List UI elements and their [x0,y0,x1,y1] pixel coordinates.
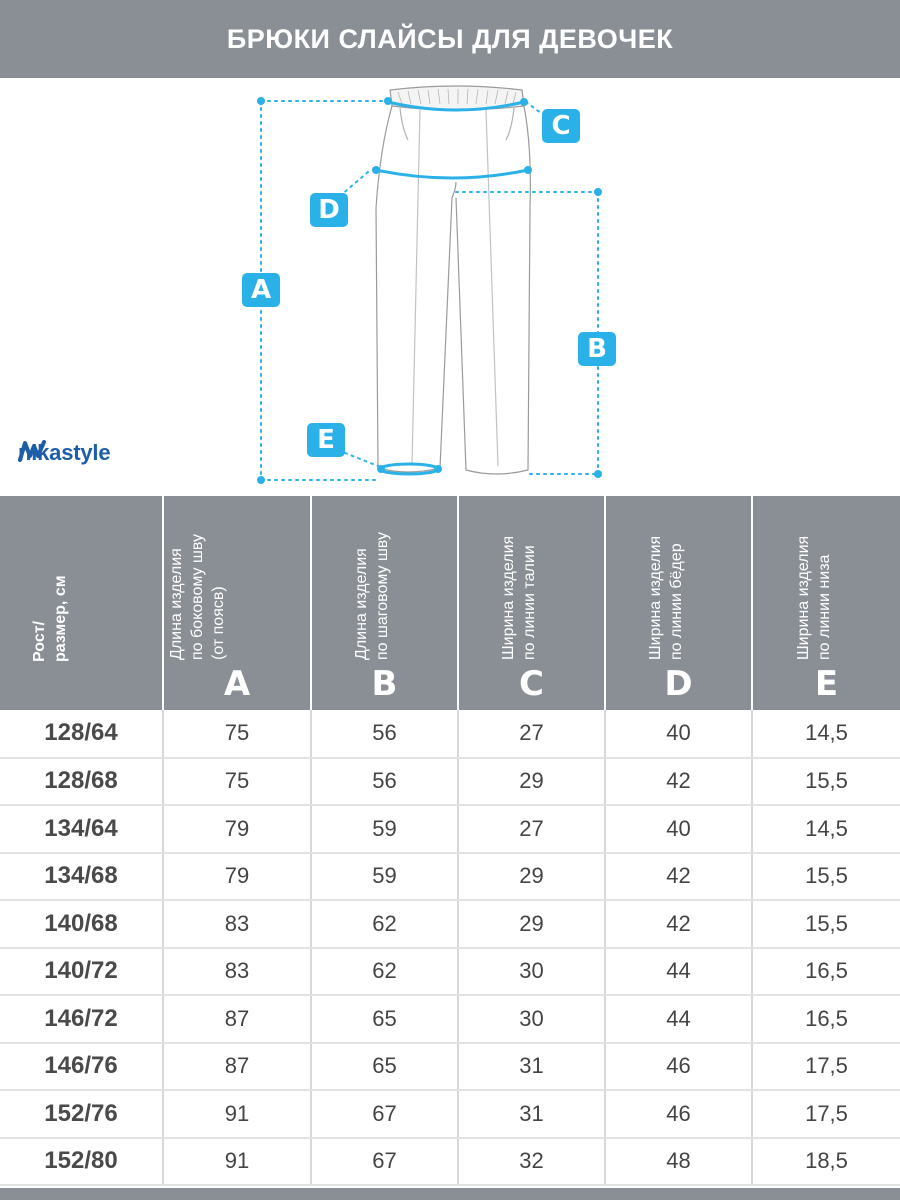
value-cell-a: 83 [163,900,311,948]
size-cell: 146/76 [0,1043,163,1091]
value-cell-d: 48 [605,1138,752,1186]
value-cell-e: 14,5 [752,710,900,758]
table-row [0,1090,900,1138]
value-cell-e: 18,5 [752,1138,900,1186]
hem-measure-line [380,464,438,474]
pants-illustration [0,78,900,498]
header-col-letter: E [814,664,839,704]
size-cell: 134/64 [0,805,163,853]
label-c-badge: C [542,109,580,143]
table-row [0,995,900,1043]
brand-logo [18,440,110,466]
header-col-a [163,496,311,710]
header-col-label: Ширина изделия по линии низа [794,535,833,660]
value-cell-e: 16,5 [752,995,900,1043]
value-cell-d: 44 [605,995,752,1043]
label-a-badge: A [242,273,280,307]
value-cell-e: 16,5 [752,948,900,996]
value-cell-a: 91 [163,1090,311,1138]
header-col-label: Ширина изделия по линии бёдер [646,535,685,660]
header-col-letter: C [519,664,544,704]
table-row [0,900,900,948]
size-cell: 152/80 [0,1138,163,1186]
value-cell-b: 67 [311,1138,458,1186]
table-row [0,758,900,806]
value-cell-e: 17,5 [752,1090,900,1138]
header-col-letter: A [223,664,251,704]
table-row [0,710,900,758]
value-cell-e: 14,5 [752,805,900,853]
value-cell-d: 40 [605,710,752,758]
value-cell-a: 79 [163,805,311,853]
pants-diagram [0,78,900,498]
header-size-label: Рост/ размер, см [31,575,69,662]
size-table [0,496,900,1186]
header-col-label: Длина изделия по шаговому шву [352,532,391,660]
value-cell-a: 91 [163,1138,311,1186]
table-header-row [0,496,900,710]
page-title: БРЮКИ СЛАЙСЫ ДЛЯ ДЕВОЧЕК [226,23,674,54]
value-cell-c: 30 [458,948,605,996]
value-cell-b: 56 [311,710,458,758]
label-e-badge: E [307,423,345,457]
value-cell-b: 65 [311,1043,458,1091]
brand-name: nikastyle [18,440,111,465]
value-cell-d: 46 [605,1090,752,1138]
table-row [0,1138,900,1186]
header-col-b [311,496,458,710]
value-cell-d: 46 [605,1043,752,1091]
brand-logo-icon [18,440,46,462]
value-cell-a: 83 [163,948,311,996]
value-cell-a: 87 [163,1043,311,1091]
table-row [0,805,900,853]
value-cell-c: 29 [458,853,605,901]
table-row [0,853,900,901]
value-cell-c: 29 [458,900,605,948]
header-col-letter: D [664,664,693,704]
size-cell: 128/68 [0,758,163,806]
hips-measure-line [376,170,528,178]
value-cell-b: 56 [311,758,458,806]
value-cell-a: 87 [163,995,311,1043]
table-row [0,948,900,996]
value-cell-b: 62 [311,900,458,948]
value-cell-d: 40 [605,805,752,853]
title-bar [0,0,900,78]
size-cell: 140/68 [0,900,163,948]
value-cell-c: 29 [458,758,605,806]
value-cell-c: 30 [458,995,605,1043]
value-cell-b: 67 [311,1090,458,1138]
header-col-label: Ширина изделия по линии талии [499,535,538,660]
size-cell: 134/68 [0,853,163,901]
header-col-c [458,496,605,710]
header-col-label: Длина изделия по боковому шву (от поясв) [168,534,227,660]
pants-outline [376,86,530,474]
value-cell-c: 32 [458,1138,605,1186]
value-cell-c: 27 [458,805,605,853]
size-cell: 152/76 [0,1090,163,1138]
value-cell-a: 75 [163,758,311,806]
value-cell-e: 17,5 [752,1043,900,1091]
value-cell-c: 31 [458,1043,605,1091]
label-d-badge: D [310,193,348,227]
value-cell-b: 59 [311,853,458,901]
size-cell: 146/72 [0,995,163,1043]
header-col-e [752,496,900,710]
value-cell-e: 15,5 [752,853,900,901]
value-cell-b: 65 [311,995,458,1043]
header-col-d [605,496,752,710]
size-cell: 128/64 [0,710,163,758]
label-b-badge: B [578,332,616,366]
value-cell-b: 62 [311,948,458,996]
value-cell-d: 42 [605,853,752,901]
header-size [0,496,163,710]
value-cell-c: 31 [458,1090,605,1138]
value-cell-a: 75 [163,710,311,758]
value-cell-a: 79 [163,853,311,901]
value-cell-e: 15,5 [752,900,900,948]
header-col-letter: B [371,664,398,704]
value-cell-c: 27 [458,710,605,758]
value-cell-b: 59 [311,805,458,853]
table-row [0,1043,900,1091]
size-cell: 140/72 [0,948,163,996]
footer-bar [0,1188,900,1200]
value-cell-d: 42 [605,900,752,948]
value-cell-d: 44 [605,948,752,996]
value-cell-e: 15,5 [752,758,900,806]
value-cell-d: 42 [605,758,752,806]
